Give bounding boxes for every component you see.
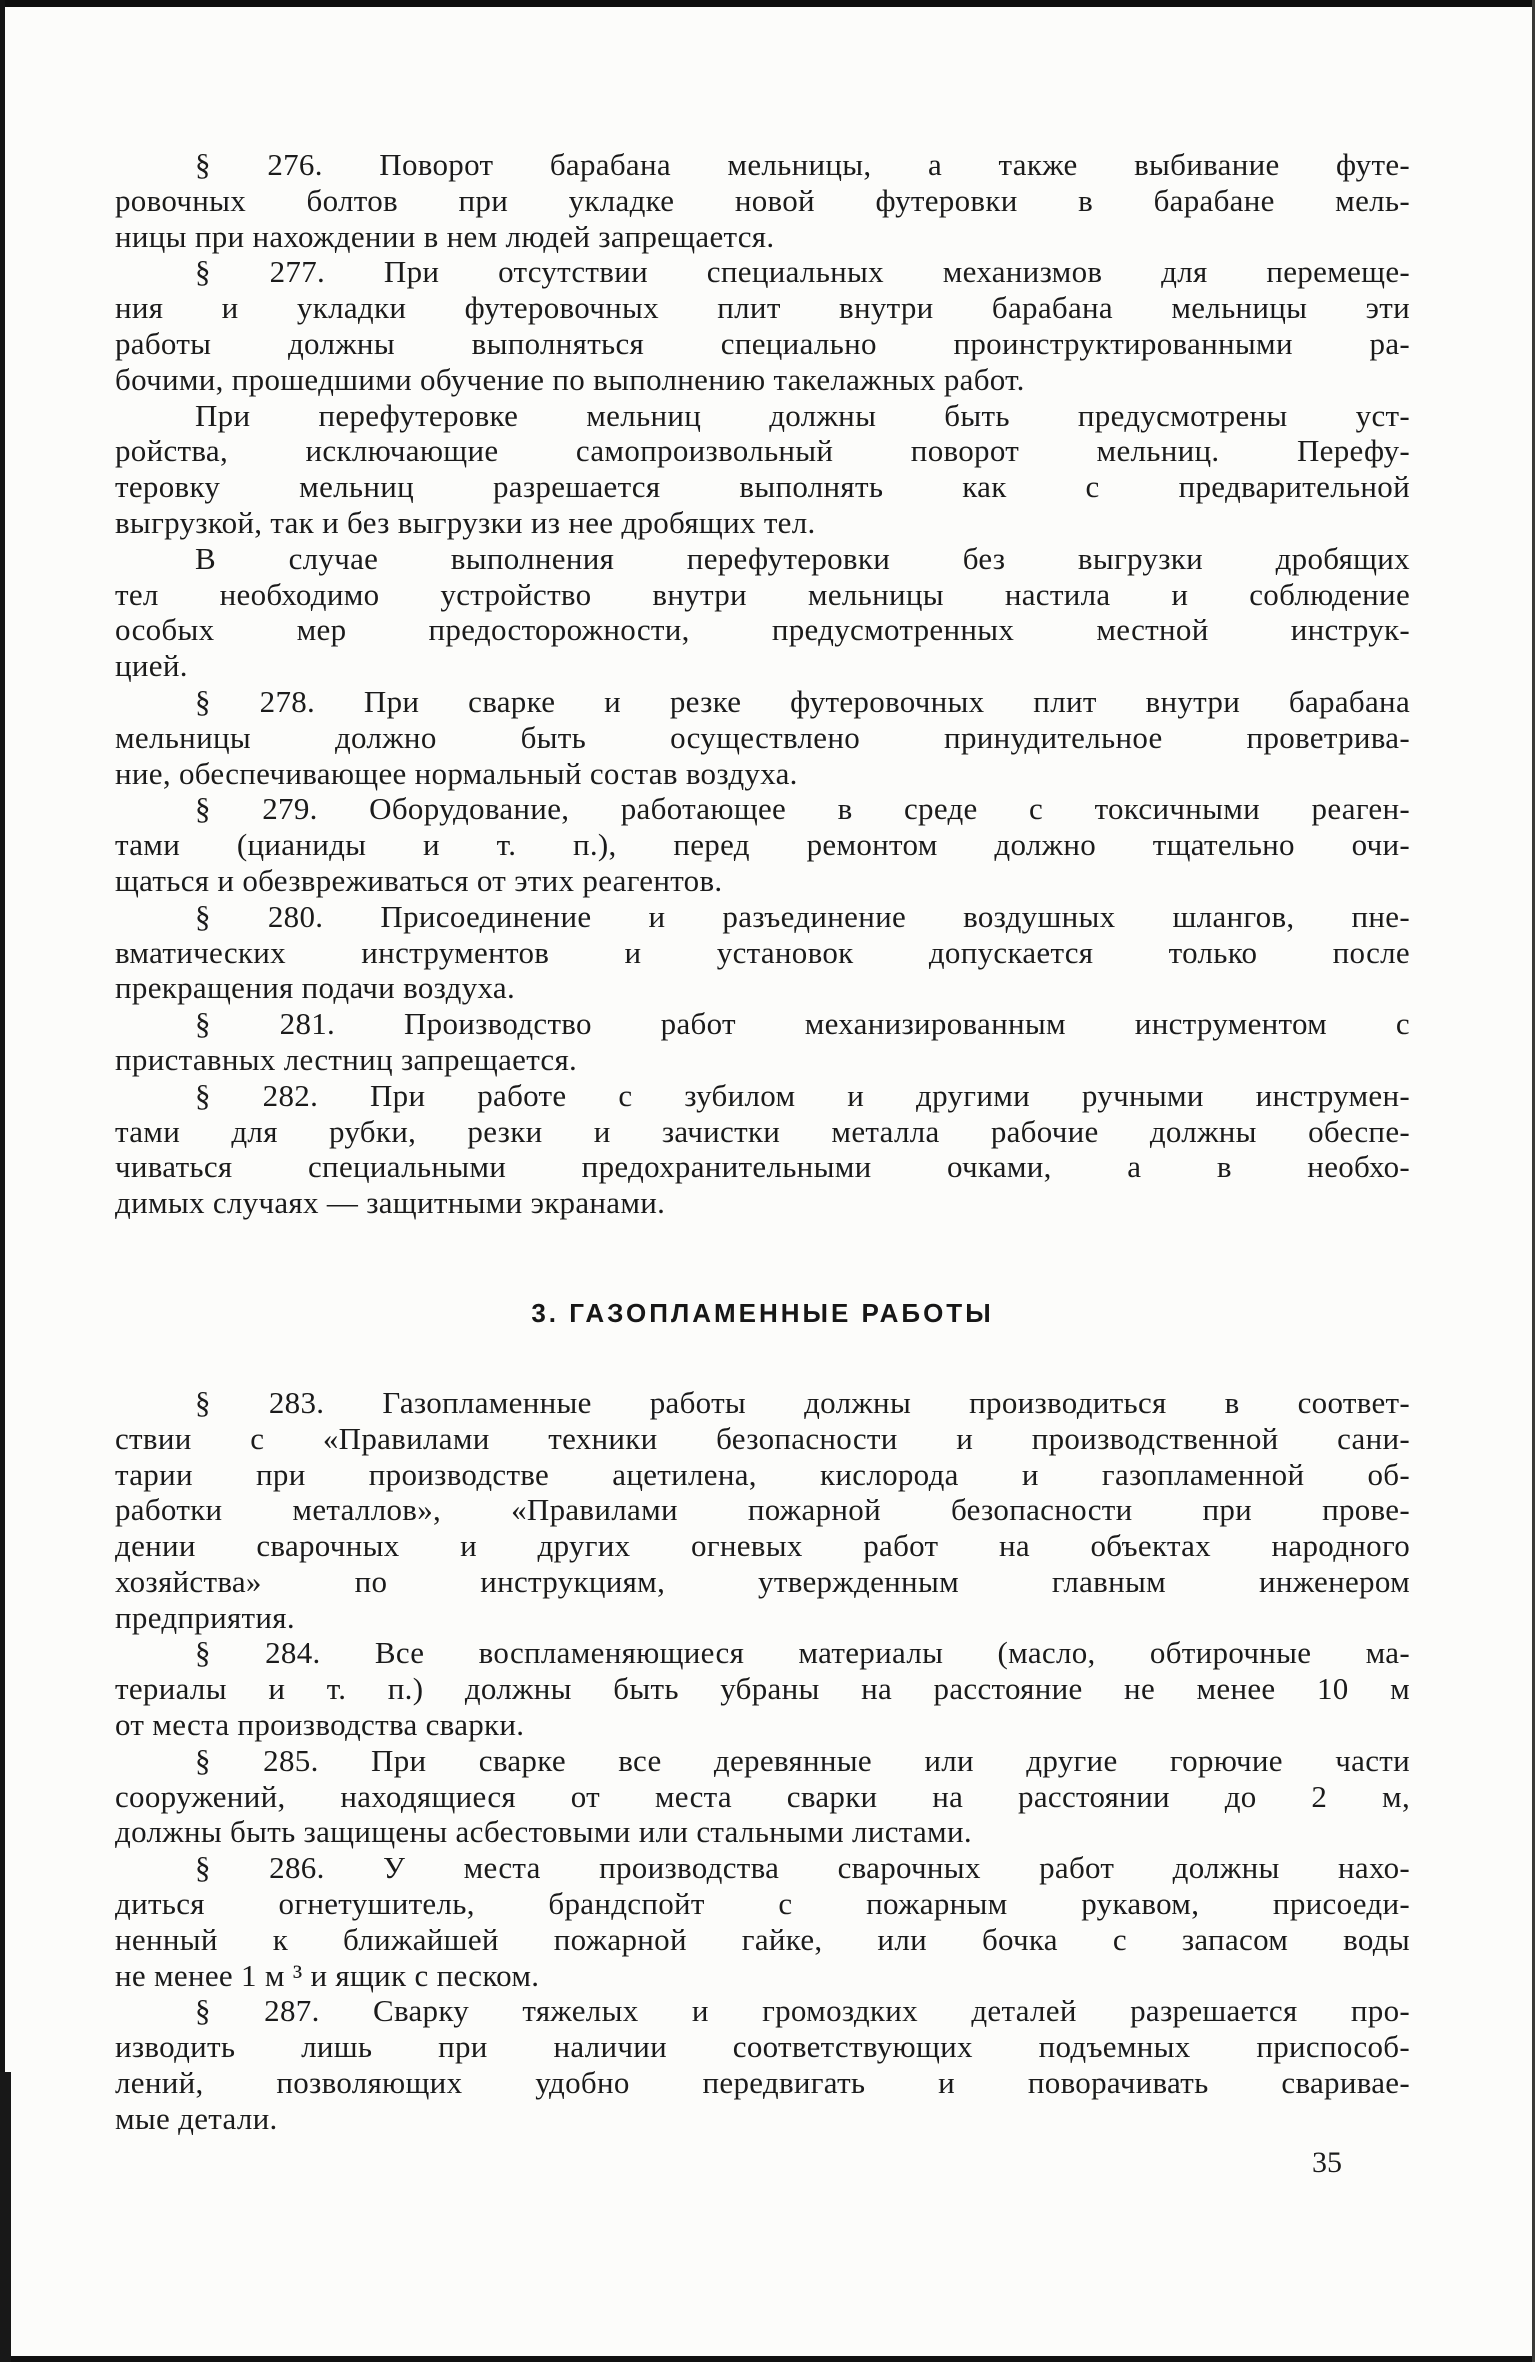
paragraph: [115, 147, 1410, 254]
text-line: диться огнетушитель, брандспойт с пожарным рукавом, присоеди-: [115, 1886, 1410, 1922]
text-line: § 283. Газопламенные работы должны производиться в соответ-: [195, 1384, 1410, 1420]
text-line: § 284. Все воспламеняющиеся материалы (масло, обтирочные ма-: [195, 1635, 1410, 1671]
paragraph: [115, 1743, 1410, 1850]
scan-smudge-bottom-left: [0, 2072, 11, 2362]
text-line: особых мер предосторожности, предусмотренных местной инструк-: [115, 612, 1410, 648]
text-line: приставных лестниц запрещается.: [115, 1041, 578, 1077]
text-line: При перефутеровке мельниц должны быть предусмотрены уст-: [195, 397, 1410, 433]
paragraph: [115, 1385, 1410, 1636]
paragraph: [115, 1635, 1410, 1742]
scan-edge-bottom: [0, 2356, 1535, 2362]
text-line: димых случаях — защитными экранами.: [115, 1185, 666, 1221]
text-line: тел необходимо устройство внутри мельницы настила и соблюдение: [115, 576, 1410, 612]
text-line: не менее 1 м ³ и ящик с песком.: [115, 1957, 540, 1993]
text-line: тарии при производстве ацетилена, кислорода и газопламенной об-: [115, 1456, 1410, 1492]
text-line: ройства, исключающие самопроизвольный поворот мельниц. Перефу-: [115, 433, 1410, 469]
paragraph: [115, 398, 1410, 541]
scan-edge-left: [0, 0, 5, 2362]
text-line: § 282. При работе с зубилом и другими ручными инструмен-: [195, 1077, 1410, 1113]
text-line: § 287. Сварку тяжелых и громоздких деталей разрешается про-: [195, 1993, 1410, 2029]
paragraph: [115, 684, 1410, 791]
paragraph: [115, 1078, 1410, 1221]
text-line: хозяйства» по инструкциям, утвержденным главным инженером: [115, 1563, 1410, 1599]
text-line: вматических инструментов и установок допускается только после: [115, 934, 1410, 970]
paragraph: [115, 899, 1410, 1006]
paragraph: [115, 541, 1410, 684]
text-line: мельницы должно быть осуществлено принудительное проветрива-: [115, 719, 1410, 755]
text-line: выгрузкой, так и без выгрузки из нее дробящих тел.: [115, 504, 816, 540]
text-line: прекращения подачи воздуха.: [115, 970, 515, 1006]
paragraph: [115, 254, 1410, 397]
paragraph: [115, 1993, 1410, 2136]
text-line: § 280. Присоединение и разъединение воздушных шлангов, пне-: [195, 898, 1410, 934]
text-line: от места производства сварки.: [115, 1707, 525, 1743]
text-line: изводить лишь при наличии соответствующих подъемных приспособ-: [115, 2029, 1410, 2065]
text-line: § 278. При сварке и резке футеровочных плит внутри барабана: [195, 683, 1410, 719]
text-line: ния и укладки футеровочных плит внутри барабана мельницы эти: [115, 290, 1410, 326]
text-line: мые детали.: [115, 2100, 278, 2136]
scan-edge-top: [0, 0, 1535, 7]
paragraph: [115, 1006, 1410, 1078]
text-line: В случае выполнения перефутеровки без выгрузки дробящих: [195, 540, 1410, 576]
section-heading: 3. ГАЗОПЛАМЕННЫЕ РАБОТЫ: [531, 1297, 994, 1328]
paragraph: [115, 1850, 1410, 1993]
text-line: ствии с «Правилами техники безопасности и производственной сани-: [115, 1420, 1410, 1456]
text-line: § 279. Оборудование, работающее в среде с токсичными реаген-: [195, 791, 1410, 827]
text-line: сооружений, находящиеся от места сварки на расстоянии до 2 м,: [115, 1778, 1410, 1814]
text-line: ненный к ближайшей пожарной гайке, или бочка с запасом воды: [115, 1921, 1410, 1957]
text-line: цией.: [115, 648, 188, 684]
text-line: тами для рубки, резки и зачистки металла рабочие должны обеспе-: [115, 1113, 1410, 1149]
text-line: работки металлов», «Правилами пожарной безопасности при прове-: [115, 1492, 1410, 1528]
text-line: ние, обеспечивающее нормальный состав воздуха.: [115, 755, 798, 791]
text-line: бочими, прошедшими обучение по выполнению такелажных работ.: [115, 361, 1025, 397]
text-line: чиваться специальными предохранительными очками, а в необхо-: [115, 1149, 1410, 1185]
text-line: работы должны выполняться специально проинструктированными ра-: [115, 325, 1410, 361]
text-line: должны быть защищены асбестовыми или стальными листами.: [115, 1814, 972, 1850]
text-line: § 285. При сварке все деревянные или другие горючие части: [195, 1742, 1410, 1778]
text-line: тами (цианиды и т. п.), перед ремонтом должно тщательно очи-: [115, 827, 1410, 863]
text-line: териалы и т. п.) должны быть убраны на расстояние не менее 10 м: [115, 1671, 1410, 1707]
text-line: ницы при нахождении в нем людей запрещается.: [115, 218, 775, 254]
text-line: дении сварочных и других огневых работ на объектах народного: [115, 1528, 1410, 1564]
text-line: теровку мельниц разрешается выполнять как с предварительной: [115, 469, 1410, 505]
page-number: 35: [1312, 2146, 1342, 2179]
text-line: § 277. При отсутствии специальных механизмов для перемеще-: [195, 254, 1410, 290]
text-line: § 281. Производство работ механизированным инструментом с: [195, 1006, 1410, 1042]
text-line: § 286. У места производства сварочных работ должны нахо-: [195, 1850, 1410, 1886]
paragraph: [115, 791, 1410, 898]
text-line: ровочных болтов при укладке новой футеровки в барабане мель-: [115, 182, 1410, 218]
text-line: предприятия.: [115, 1599, 295, 1635]
text-block: [115, 147, 1410, 2137]
text-line: лений, позволяющих удобно передвигать и поворачивать сваривае-: [115, 2065, 1410, 2101]
text-line: щаться и обезвреживаться от этих реагентов.: [115, 862, 723, 898]
text-line: § 276. Поворот барабана мельницы, а также выбивание футе-: [195, 147, 1410, 182]
